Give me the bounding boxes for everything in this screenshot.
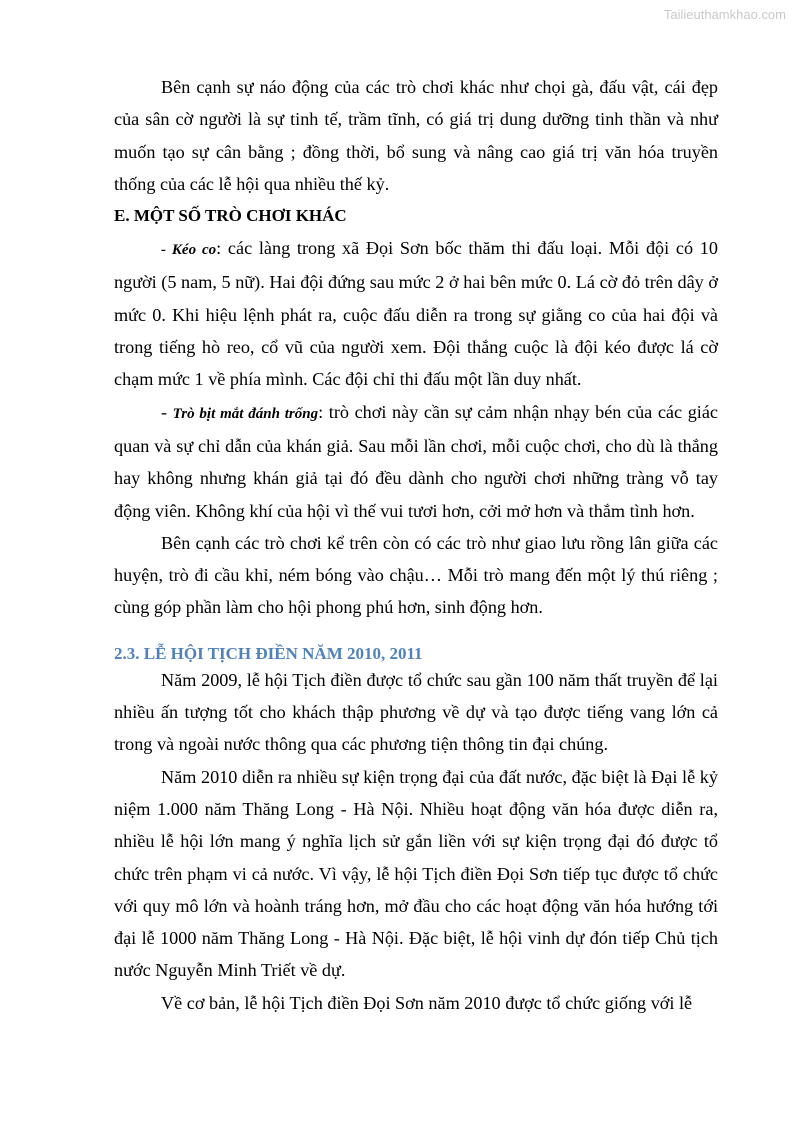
bit-mat-text: : trò chơi này cần sự cảm nhận nhạy bén của các giác quan và sự chỉ dẫn của khán giả. Sau mỗi lần chơi, mỗi cuộc chơi, cho dù là thắng hay không nhưng khán giả tại đó đều dành cho người chơi những tràng vỗ tay động viên. Không khí của hội vì thế vui tươi hơn, cởi mở hơn và thắm tình hơn. bbox=[114, 401, 718, 521]
section-23-paragraph-2: Năm 2010 diễn ra nhiều sự kiện trọng đại của đất nước, đặc biệt là Đại lễ kỷ niệm 1.000 năm Thăng Long - Hà Nội. Nhiều hoạt động văn hóa được diễn ra, nhiều lễ hội lớn mang ý nghĩa lịch sử gắn liền với sự kiện trọng đại đó được tổ chức trên phạm vi cả nước. Vì vậy, lễ hội Tịch điền Đọi Sơn tiếp tục được tổ chức với quy mô lớn và hoành tráng hơn, mở đầu cho các hoạt động văn hóa hướng tới đại lễ 1000 năm Thăng Long - Hà Nội. Đặc biệt, lễ hội vinh dự đón tiếp Chủ tịch nước Nguyễn Minh Triết về dự. bbox=[114, 766, 718, 981]
document-page bbox=[114, 71, 718, 1019]
other-games-paragraph: Bên cạnh các trò chơi kể trên còn có các trò như giao lưu rồng lân giữa các huyện, trò đi cầu khỉ, ném bóng vào chậu… Mỗi trò mang đến một lý thú riêng ; cùng góp phần làm cho hội phong phú hơn, sinh động hơn. bbox=[114, 532, 718, 618]
watermark: Tailieuthamkhao.com bbox=[663, 7, 786, 22]
section-23-paragraph-1: Năm 2009, lễ hội Tịch điền được tổ chức sau gần 100 năm thất truyền để lại nhiều ấn tượng tốt cho khách thập phương về dự và tạo được tiếng vang lớn cả trong và ngoài nước thông qua các phương tiện thông tin đại chúng. bbox=[114, 669, 718, 755]
intro-paragraph: Bên cạnh sự náo động của các trò chơi khác như chọi gà, đấu vật, cái đẹp của sân cờ người là sự tinh tế, trầm tĩnh, có giá trị dung dưỡng tinh thần và như muốn tạo sự cân bằng ; đồng thời, bổ sung và nâng cao giá trị văn hóa truyền thống của các lễ hội qua nhiều thế kỷ. bbox=[114, 77, 718, 194]
keo-co-title: - Kéo co bbox=[161, 242, 217, 259]
keo-co-text: : các làng trong xã Đọi Sơn bốc thăm thi đấu loại. Mỗi đội có 10 người (5 nam, 5 nữ). Hai đội đứng sau mức 2 ở hai bên mức 0. Lá cờ đỏ trên dây ở mức 0. Khi hiệu lệnh phát ra, cuộc đấu diễn ra trong sự giằng co của hai đội và trong tiếng hò reo, cổ vũ của người xem. Đội thắng cuộc là đội kéo được lá cờ chạm mức 1 về phía mình. Các đội chỉ thi đấu một lần duy nhất. bbox=[114, 238, 718, 390]
section-23-paragraph-3: Về cơ bản, lễ hội Tịch điền Đọi Sơn năm 2010 được tổ chức giống với lễ bbox=[161, 992, 693, 1013]
bit-mat-paragraph bbox=[114, 396, 718, 527]
bit-mat-prefix: - bbox=[161, 401, 173, 422]
section-e-heading: E. MỘT SỐ TRÒ CHƠI KHÁC bbox=[114, 206, 347, 226]
keo-co-paragraph bbox=[114, 232, 718, 395]
section-23-heading: 2.3. LỄ HỘI TỊCH ĐIỀN NĂM 2010, 2011 bbox=[114, 643, 423, 663]
bit-mat-title: Trò bịt mắt đánh trống bbox=[172, 405, 319, 422]
